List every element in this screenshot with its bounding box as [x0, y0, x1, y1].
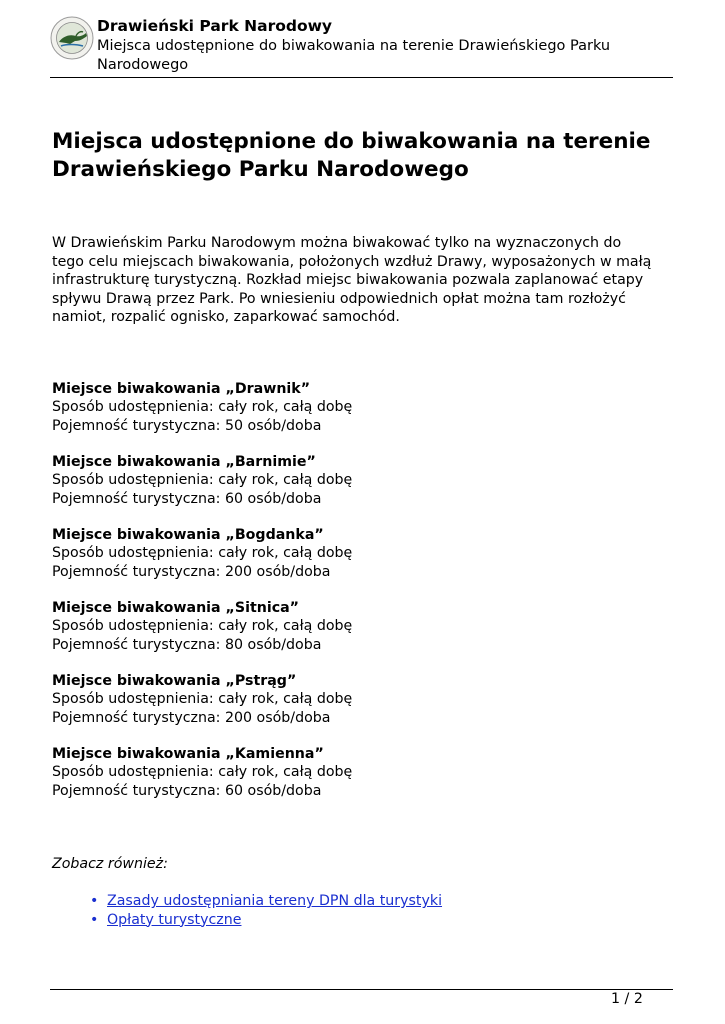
campsite-access: Sposób udostępnienia: cały rok, całą dobę	[52, 764, 353, 781]
page-number: 1 / 2	[611, 991, 643, 1007]
campsite-barnimie	[52, 453, 672, 526]
campsite-capacity: Pojemność turystyczna: 200 osób/doba	[52, 563, 331, 580]
page-header	[50, 14, 673, 78]
bullet-icon: •	[90, 911, 99, 928]
campsite-pstrag	[52, 672, 672, 745]
see-also-links	[90, 892, 442, 929]
list-item	[90, 911, 442, 930]
intro-line: spływu Drawą przez Park. Po wniesieniu odpowiednich opłat można tam rozłożyć	[52, 290, 626, 307]
campsite-capacity: Pojemność turystyczna: 60 osób/doba	[52, 782, 322, 799]
campsite-kamienna	[52, 745, 672, 818]
campsite-access: Sposób udostępnienia: cały rok, całą dobę	[52, 545, 353, 562]
site-name: Drawieński Park Narodowy	[97, 17, 333, 35]
bullet-icon: •	[90, 893, 99, 909]
list-item	[90, 892, 442, 911]
intro-paragraph	[52, 234, 677, 327]
link-visitor-rules[interactable]: Zasady udostępniania tereny DPN dla turystyki	[107, 893, 443, 909]
intro-line: infrastrukturę turystyczną. Rozkład miejsc biwakowania pozwala zaplanować etapy	[52, 272, 644, 288]
header-subtitle-line: Narodowego	[97, 56, 189, 73]
campsite-drawnik	[52, 380, 672, 453]
campsite-sitnica	[52, 599, 672, 672]
intro-line: W Drawieńskim Parku Narodowym można biwakować tylko na wyznaczonych do	[52, 235, 622, 251]
campsite-capacity: Pojemność turystyczna: 80 osób/doba	[52, 636, 322, 653]
footer-divider	[50, 989, 673, 990]
campsite-name: Miejsce biwakowania „Pstrąg”	[52, 673, 297, 689]
campsite-access: Sposób udostępnienia: cały rok, całą dobę	[52, 399, 353, 416]
campsite-access: Sposób udostępnienia: cały rok, całą dobę	[52, 472, 353, 489]
intro-line: tego celu miejscach biwakowania, położonych wzdłuż Drawy, wyposażonych w małą	[52, 253, 652, 270]
campsite-access: Sposób udostępnienia: cały rok, całą dobę	[52, 691, 353, 708]
header-subtitle-line: Miejsca udostępnione do biwakowania na terenie Drawieńskiego Parku	[97, 38, 611, 54]
page-title	[52, 128, 682, 184]
see-also-label: Zobacz również:	[52, 856, 168, 872]
campsite-capacity: Pojemność turystyczna: 60 osób/doba	[52, 490, 322, 507]
campsite-name: Miejsce biwakowania „Kamienna”	[52, 746, 324, 762]
campsite-access: Sposób udostępnienia: cały rok, całą dobę	[52, 618, 353, 635]
campsite-name: Miejsce biwakowania „Drawnik”	[52, 381, 311, 397]
campsite-name: Miejsce biwakowania „Barnimie”	[52, 454, 316, 470]
park-logo-icon	[50, 16, 94, 60]
campsite-name: Miejsce biwakowania „Sitnica”	[52, 600, 299, 616]
header-subtitle	[97, 37, 657, 74]
campsite-bogdanka	[52, 526, 672, 599]
link-tourist-fees[interactable]: Opłaty turystyczne	[107, 911, 242, 928]
page-title-line: Drawieńskiego Parku Narodowego	[52, 157, 469, 182]
campsite-capacity: Pojemność turystyczna: 200 osób/doba	[52, 709, 331, 726]
campsite-name: Miejsce biwakowania „Bogdanka”	[52, 527, 324, 543]
page-title-line: Miejsca udostępnione do biwakowania na terenie	[52, 129, 651, 154]
intro-line: namiot, rozpalić ognisko, zaparkować samochód.	[52, 309, 400, 325]
campsite-list	[52, 380, 672, 818]
campsite-capacity: Pojemność turystyczna: 50 osób/doba	[52, 417, 322, 434]
